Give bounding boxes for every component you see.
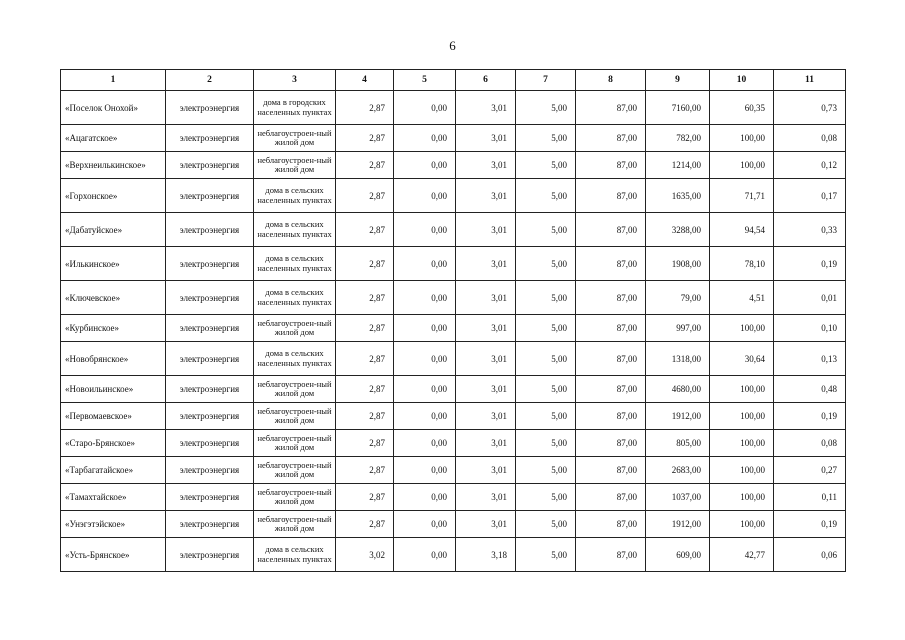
value-cell-8: 87,00 [576,247,646,281]
value-cell-4: 2,87 [336,91,394,125]
housing-type-cell: дома в городских населенных пунктах [254,91,336,125]
value-cell-4: 2,87 [336,152,394,179]
value-cell-5: 0,00 [394,430,456,457]
value-cell-10: 78,10 [710,247,774,281]
column-header: 4 [336,70,394,91]
column-header: 2 [166,70,254,91]
value-cell-8: 87,00 [576,281,646,315]
resource-cell: электроэнергия [166,403,254,430]
value-cell-10: 100,00 [710,403,774,430]
value-cell-11: 0,13 [774,342,846,376]
value-cell-6: 3,01 [456,247,516,281]
value-cell-9: 1908,00 [646,247,710,281]
column-header: 9 [646,70,710,91]
settlement-cell: «Ключевское» [61,281,166,315]
value-cell-6: 3,01 [456,511,516,538]
settlement-cell: «Усть-Брянское» [61,538,166,572]
resource-cell: электроэнергия [166,179,254,213]
resource-cell: электроэнергия [166,538,254,572]
value-cell-11: 0,19 [774,247,846,281]
value-cell-5: 0,00 [394,376,456,403]
settlement-cell: «Первомаевское» [61,403,166,430]
settlement-cell: «Новоильинское» [61,376,166,403]
table-row [61,213,846,247]
settlement-cell: «Унэгэтэйское» [61,511,166,538]
value-cell-11: 0,06 [774,538,846,572]
table-row [61,342,846,376]
value-cell-9: 1318,00 [646,342,710,376]
value-cell-8: 87,00 [576,342,646,376]
value-cell-6: 3,01 [456,152,516,179]
value-cell-7: 5,00 [516,152,576,179]
value-cell-8: 87,00 [576,538,646,572]
table-row [61,376,846,403]
value-cell-7: 5,00 [516,91,576,125]
value-cell-5: 0,00 [394,511,456,538]
value-cell-7: 5,00 [516,538,576,572]
settlement-cell: «Поселок Онохой» [61,91,166,125]
value-cell-5: 0,00 [394,315,456,342]
value-cell-10: 94,54 [710,213,774,247]
table-row [61,91,846,125]
value-cell-4: 2,87 [336,457,394,484]
housing-type-cell: неблагоустроен-ный жилой дом [254,511,336,538]
table-row [61,179,846,213]
value-cell-7: 5,00 [516,403,576,430]
table-row [61,281,846,315]
value-cell-7: 5,00 [516,281,576,315]
value-cell-5: 0,00 [394,91,456,125]
resource-cell: электроэнергия [166,281,254,315]
housing-type-cell: дома в сельских населенных пунктах [254,213,336,247]
value-cell-4: 2,87 [336,247,394,281]
resource-cell: электроэнергия [166,430,254,457]
column-header: 1 [61,70,166,91]
column-header: 8 [576,70,646,91]
value-cell-6: 3,18 [456,538,516,572]
value-cell-11: 0,27 [774,457,846,484]
value-cell-10: 100,00 [710,315,774,342]
value-cell-4: 2,87 [336,430,394,457]
value-cell-4: 2,87 [336,403,394,430]
housing-type-cell: неблагоустроен-ный жилой дом [254,376,336,403]
settlement-cell: «Илькинское» [61,247,166,281]
value-cell-6: 3,01 [456,281,516,315]
value-cell-9: 782,00 [646,125,710,152]
value-cell-11: 0,08 [774,430,846,457]
value-cell-9: 4680,00 [646,376,710,403]
table-row [61,511,846,538]
value-cell-7: 5,00 [516,247,576,281]
table-row [61,247,846,281]
value-cell-8: 87,00 [576,213,646,247]
value-cell-10: 30,64 [710,342,774,376]
table-row [61,457,846,484]
value-cell-5: 0,00 [394,538,456,572]
value-cell-5: 0,00 [394,457,456,484]
housing-type-cell: дома в сельских населенных пунктах [254,179,336,213]
resource-cell: электроэнергия [166,376,254,403]
column-header: 3 [254,70,336,91]
value-cell-11: 0,33 [774,213,846,247]
settlement-cell: «Горхонское» [61,179,166,213]
settlement-cell: «Ацагатское» [61,125,166,152]
value-cell-11: 0,10 [774,315,846,342]
table-row [61,484,846,511]
table-row [61,538,846,572]
value-cell-10: 100,00 [710,511,774,538]
resource-cell: электроэнергия [166,484,254,511]
value-cell-11: 0,73 [774,91,846,125]
column-header: 7 [516,70,576,91]
housing-type-cell: неблагоустроен-ный жилой дом [254,484,336,511]
resource-cell: электроэнергия [166,91,254,125]
value-cell-8: 87,00 [576,457,646,484]
resource-cell: электроэнергия [166,315,254,342]
housing-type-cell: дома в сельских населенных пунктах [254,342,336,376]
housing-type-cell: неблагоустроен-ный жилой дом [254,430,336,457]
value-cell-6: 3,01 [456,403,516,430]
resource-cell: электроэнергия [166,125,254,152]
value-cell-10: 100,00 [710,152,774,179]
value-cell-9: 1214,00 [646,152,710,179]
value-cell-7: 5,00 [516,213,576,247]
value-cell-5: 0,00 [394,403,456,430]
value-cell-9: 1037,00 [646,484,710,511]
value-cell-9: 2683,00 [646,457,710,484]
value-cell-11: 0,01 [774,281,846,315]
value-cell-9: 7160,00 [646,91,710,125]
value-cell-7: 5,00 [516,125,576,152]
value-cell-9: 805,00 [646,430,710,457]
table-body [61,91,846,572]
housing-type-cell: дома в сельских населенных пунктах [254,247,336,281]
value-cell-4: 2,87 [336,125,394,152]
value-cell-9: 1912,00 [646,511,710,538]
value-cell-4: 2,87 [336,315,394,342]
value-cell-11: 0,19 [774,403,846,430]
value-cell-10: 100,00 [710,484,774,511]
value-cell-5: 0,00 [394,281,456,315]
value-cell-7: 5,00 [516,484,576,511]
value-cell-8: 87,00 [576,403,646,430]
value-cell-10: 42,77 [710,538,774,572]
resource-cell: электроэнергия [166,247,254,281]
value-cell-4: 3,02 [336,538,394,572]
value-cell-10: 100,00 [710,457,774,484]
housing-type-cell: неблагоустроен-ный жилой дом [254,315,336,342]
resource-cell: электроэнергия [166,342,254,376]
value-cell-9: 609,00 [646,538,710,572]
value-cell-7: 5,00 [516,430,576,457]
value-cell-7: 5,00 [516,315,576,342]
value-cell-5: 0,00 [394,484,456,511]
value-cell-11: 0,17 [774,179,846,213]
value-cell-7: 5,00 [516,342,576,376]
header-row [61,70,846,91]
resource-cell: электроэнергия [166,457,254,484]
settlement-cell: «Тарбагатайское» [61,457,166,484]
value-cell-8: 87,00 [576,125,646,152]
value-cell-5: 0,00 [394,179,456,213]
value-cell-7: 5,00 [516,457,576,484]
value-cell-11: 0,11 [774,484,846,511]
value-cell-10: 71,71 [710,179,774,213]
value-cell-5: 0,00 [394,247,456,281]
settlement-cell: «Верхнеилькинское» [61,152,166,179]
value-cell-10: 60,35 [710,91,774,125]
column-header: 11 [774,70,846,91]
column-header: 6 [456,70,516,91]
value-cell-5: 0,00 [394,152,456,179]
table-row [61,125,846,152]
value-cell-6: 3,01 [456,315,516,342]
resource-cell: электроэнергия [166,152,254,179]
value-cell-10: 100,00 [710,125,774,152]
settlement-cell: «Старо-Брянское» [61,430,166,457]
value-cell-6: 3,01 [456,430,516,457]
resource-cell: электроэнергия [166,213,254,247]
value-cell-7: 5,00 [516,511,576,538]
housing-type-cell: неблагоустроен-ный жилой дом [254,403,336,430]
value-cell-6: 3,01 [456,457,516,484]
value-cell-8: 87,00 [576,484,646,511]
value-cell-6: 3,01 [456,91,516,125]
value-cell-4: 2,87 [336,511,394,538]
settlement-cell: «Тамахтайское» [61,484,166,511]
value-cell-9: 79,00 [646,281,710,315]
table-row [61,403,846,430]
value-cell-5: 0,00 [394,342,456,376]
value-cell-7: 5,00 [516,376,576,403]
value-cell-11: 0,48 [774,376,846,403]
value-cell-8: 87,00 [576,152,646,179]
page-number: 6 [449,38,456,53]
value-cell-4: 2,87 [336,281,394,315]
value-cell-9: 3288,00 [646,213,710,247]
value-cell-6: 3,01 [456,484,516,511]
value-cell-6: 3,01 [456,213,516,247]
value-cell-7: 5,00 [516,179,576,213]
value-cell-9: 1912,00 [646,403,710,430]
value-cell-8: 87,00 [576,376,646,403]
settlement-cell: «Дабатуйское» [61,213,166,247]
value-cell-6: 3,01 [456,376,516,403]
data-table [60,69,846,572]
value-cell-4: 2,87 [336,484,394,511]
value-cell-4: 2,87 [336,376,394,403]
housing-type-cell: неблагоустроен-ный жилой дом [254,152,336,179]
value-cell-8: 87,00 [576,430,646,457]
housing-type-cell: неблагоустроен-ный жилой дом [254,125,336,152]
value-cell-5: 0,00 [394,125,456,152]
value-cell-10: 100,00 [710,376,774,403]
value-cell-9: 1635,00 [646,179,710,213]
housing-type-cell: дома в сельских населенных пунктах [254,281,336,315]
value-cell-4: 2,87 [336,213,394,247]
settlement-cell: «Новобрянское» [61,342,166,376]
value-cell-6: 3,01 [456,179,516,213]
value-cell-11: 0,08 [774,125,846,152]
value-cell-11: 0,12 [774,152,846,179]
table-row [61,315,846,342]
housing-type-cell: дома в сельских населенных пунктах [254,538,336,572]
value-cell-10: 4,51 [710,281,774,315]
value-cell-6: 3,01 [456,125,516,152]
value-cell-8: 87,00 [576,511,646,538]
value-cell-9: 997,00 [646,315,710,342]
resource-cell: электроэнергия [166,511,254,538]
column-header: 5 [394,70,456,91]
value-cell-5: 0,00 [394,213,456,247]
value-cell-8: 87,00 [576,91,646,125]
housing-type-cell: неблагоустроен-ный жилой дом [254,457,336,484]
column-header: 10 [710,70,774,91]
value-cell-8: 87,00 [576,179,646,213]
value-cell-11: 0,19 [774,511,846,538]
value-cell-8: 87,00 [576,315,646,342]
value-cell-4: 2,87 [336,342,394,376]
value-cell-10: 100,00 [710,430,774,457]
value-cell-6: 3,01 [456,342,516,376]
settlement-cell: «Курбинское» [61,315,166,342]
value-cell-4: 2,87 [336,179,394,213]
table-row [61,430,846,457]
table-row [61,152,846,179]
